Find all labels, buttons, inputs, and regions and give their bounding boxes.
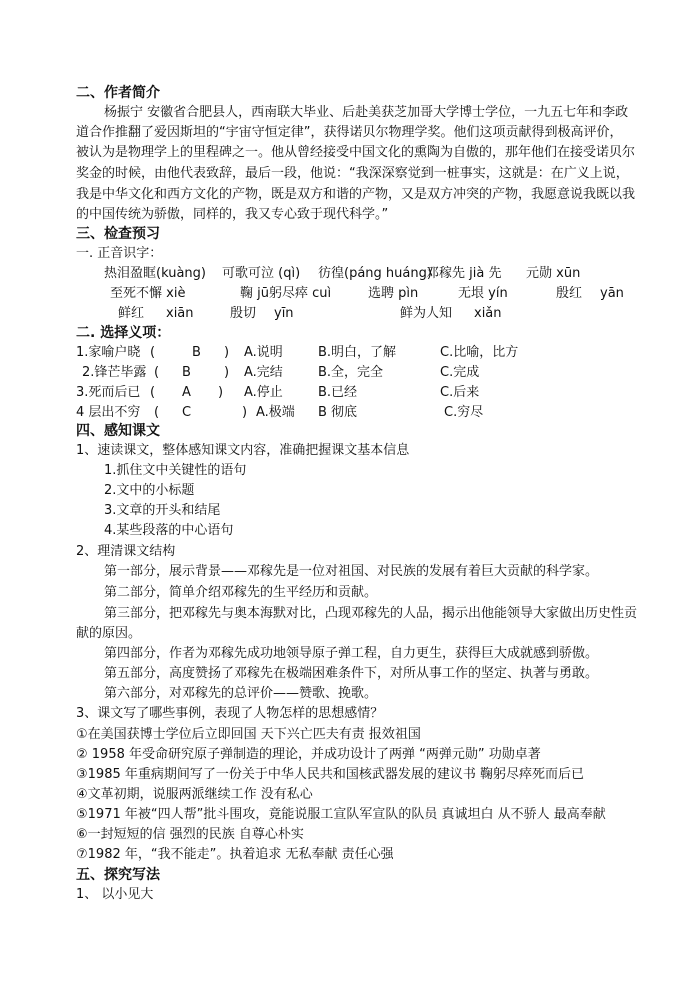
pronunciation-item: 彷徨(páng huáng) [318, 266, 432, 281]
author-line: 奖金的时候，由他代表致辞，最后一段，他说：“我深深察觉到一桩事实，这就是：在广义上说， [76, 166, 629, 181]
choice-paren-close: ) [242, 405, 248, 420]
choice-paren-open: ( [154, 365, 160, 380]
structure-part: 献的原因。 [76, 626, 142, 641]
example-item: ③1985 年重病期间写了一份关于中华人民共和国核武器发展的建议书 鞠躬尽瘁死而后已 [76, 767, 585, 782]
example-item: ② 1958 年受命研究原子弹制造的理论，并成功设计了两弹 “两弹元勋” 功勋卓著 [76, 747, 541, 762]
choice-option-a: A.完结 [244, 365, 283, 380]
structure-part: 第一部分，展示背景——邓稼先是一位对祖国、对民族的发展有着巨大贡献的科学家。 [104, 564, 599, 579]
pronunciation-item: 元勋 xūn [526, 266, 581, 281]
author-line: 道合作推翻了爱因斯坦的“宇宙守恒定律”，获得诺贝尔物理学奖。他们这项贡献得到极高评价， [76, 125, 623, 140]
choice-option-c: C.完成 [440, 365, 480, 380]
author-line: 的中国传统为骄傲，同样的，我又专心致于现代科学。” [76, 207, 389, 222]
pronunciation-item: xiān [166, 306, 194, 321]
choice-option-c: C.穷尽 [444, 405, 484, 420]
author-line: 被认为是物理学上的里程碑之一。他从曾经接受中国文化的熏陶为自傲的，那年他们在接受诺贝尔 [76, 145, 636, 160]
example-item: ⑤1971 年被“四人帮”批斗围攻，竟能说服工宣队军宣队的队员 真诚坦白 从不骄人 最高奉献 [76, 807, 606, 822]
pronunciation-item: 邓稼先 jià 先 [426, 266, 502, 281]
pronunciation-item: 可歌可泣 (qì) [222, 266, 301, 281]
list-item: 2.文中的小标题 [104, 483, 195, 498]
section-heading-preview: 三、检查预习 [76, 226, 160, 242]
list-item: 3.文章的开头和结尾 [104, 503, 221, 518]
pronunciation-item: 至死不懈 xiè [110, 286, 186, 301]
example-item: ①在美国获博士学位后立即回国 天下兴亡匹夫有责 报效祖国 [76, 727, 421, 742]
choice-option-a: A.停止 [244, 385, 283, 400]
structure-part: 第六部分，对邓稼先的总评价——赞歌、挽歌。 [104, 686, 378, 701]
author-line: 杨振宁 安徽省合肥县人，西南联大毕业、后赴美获芝加哥大学博士学位，一九五七年和李政 [104, 105, 629, 120]
choice-paren-close: ) [224, 365, 230, 380]
structure-part: 第四部分，作者为邓稼先成功地领导原子弹工程，自力更生，获得巨大成就感到骄傲。 [104, 646, 599, 661]
section-heading-writing: 五、探究写法 [76, 867, 160, 883]
pronunciation-item: 殷红 [556, 286, 583, 301]
choice-word: 3.死而后已 [76, 385, 141, 400]
choice-answer: A [182, 385, 191, 400]
pronunciation-item: 无垠 yín [458, 286, 508, 301]
author-line: 我是中华文化和西方文化的产物，既是双方和谐的产物，又是双方冲突的产物，我愿意说我既以我 [76, 187, 636, 202]
choice-option-a: A.说明 [244, 345, 283, 360]
question-line: 3、课文写了哪些事例，表现了人物怎样的思想感情？ [76, 706, 384, 721]
choice-answer: C [182, 405, 192, 420]
choice-answer: B [182, 365, 191, 380]
choice-option-b: B.全，完全 [318, 365, 384, 380]
choice-paren-close: ) [218, 385, 224, 400]
pronunciation-item: 鞠 jū躬尽瘁 cuì [240, 286, 332, 301]
choice-answer: B [192, 345, 201, 360]
example-item: ⑦1982 年，“我不能走”。执着追求 无私奉献 责任心强 [76, 847, 394, 862]
question-line: 1、速读课文，整体感知课文内容，准确把握课文基本信息 [76, 443, 410, 458]
choice-paren-open: ( [150, 385, 156, 400]
choice-paren-open: ( [150, 345, 156, 360]
example-item: ⑥一封短短的信 强烈的民族 自尊心朴实 [76, 827, 304, 842]
example-item: ④文革初期，说服两派继续工作 没有私心 [76, 787, 313, 802]
choice-word: 4 层出不穷 [76, 405, 141, 420]
structure-part: 第三部分，把邓稼先与奥本海默对比，凸现邓稼先的人品，揭示出他能领导大家做出历史性贡 [104, 606, 638, 621]
choice-word: 2.锋芒毕露 [82, 365, 147, 380]
choice-option-b: B.明白，了解 [318, 345, 397, 360]
pronunciation-item: 鲜红 [118, 306, 145, 321]
subheading-pronunciation: 一. 正音识字： [76, 246, 163, 261]
pronunciation-item: 殷切 [230, 306, 257, 321]
pronunciation-item: yān [600, 286, 624, 301]
choice-option-b: B.已经 [318, 385, 358, 400]
list-item: 1.抓住文中关键性的语句 [104, 463, 247, 478]
section-heading-author: 二、作者简介 [76, 85, 160, 101]
subheading-choices: 二. 选择义项： [76, 325, 171, 341]
choice-paren-open: ( [154, 405, 160, 420]
pronunciation-item: 热泪盈眶(kuàng) [104, 266, 206, 281]
question-line: 1、 以小见大 [76, 887, 154, 902]
pronunciation-item: 选聘 pìn [368, 286, 419, 301]
pronunciation-item: 鲜为人知 [400, 306, 453, 321]
choice-word: 1.家喻户晓 [76, 345, 141, 360]
section-heading-perception: 四、感知课文 [76, 423, 160, 439]
pronunciation-item: yīn [274, 306, 294, 321]
question-line: 2、理清课文结构 [76, 544, 176, 559]
structure-part: 第二部分，简单介绍邓稼先的生平经历和贡献。 [104, 585, 378, 600]
choice-paren-close: ) [224, 345, 230, 360]
choice-option-b: B 彻底 [318, 405, 358, 420]
structure-part: 第五部分，高度赞扬了邓稼先在极端困难条件下，对所从事工作的坚定、执著与勇敢。 [104, 666, 599, 681]
choice-option-c: C.后来 [440, 385, 480, 400]
choice-option-a: A.极端 [256, 405, 295, 420]
pronunciation-item: xiǎn [474, 306, 502, 321]
choice-option-c: C.比喻，比方 [440, 345, 519, 360]
list-item: 4.某些段落的中心语句 [104, 523, 234, 538]
